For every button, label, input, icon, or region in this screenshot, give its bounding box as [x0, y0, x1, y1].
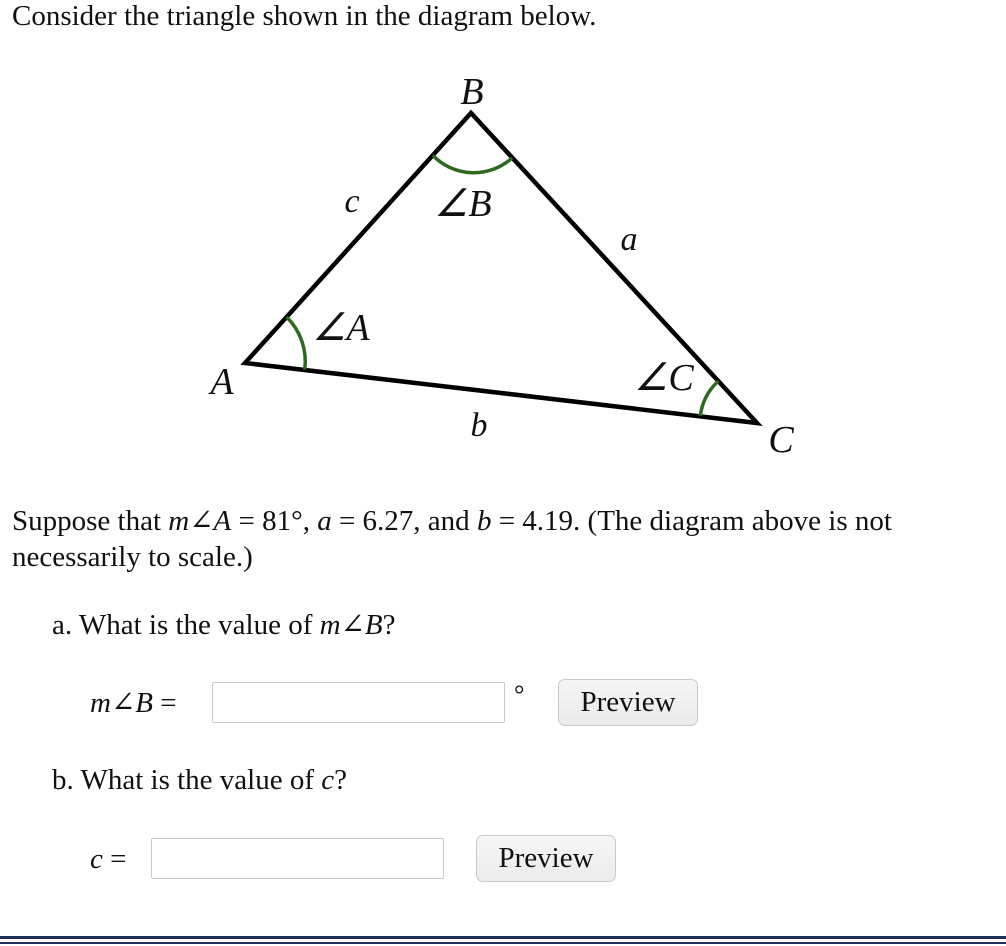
part-a-marker: a.	[52, 609, 73, 641]
answer-b-label	[90, 841, 126, 877]
angle-label-b: ∠B	[434, 183, 492, 225]
problem-side-b: b	[476, 505, 492, 537]
problem-text-3: = 6.27, and	[331, 505, 477, 537]
bottom-divider-secondary	[0, 942, 1006, 944]
problem-text-4: = 4.19. (The diagram above is not necessarily to scale.)	[12, 505, 892, 573]
part-b-question	[52, 762, 347, 798]
preview-button-b[interactable]: Preview	[476, 835, 616, 882]
angle-label-c: ∠C	[634, 357, 694, 399]
bottom-divider	[0, 936, 1006, 939]
degree-unit: °	[514, 680, 525, 709]
vertex-label-b: B	[460, 71, 484, 113]
triangle-diagram	[0, 0, 1006, 470]
part-a-question-math: m∠B	[319, 609, 383, 641]
part-b-question-text: What is the value of	[73, 764, 322, 796]
side-c-answer-input[interactable]	[151, 838, 444, 879]
angle-label-a: ∠A	[312, 307, 370, 349]
angle-arc-b	[433, 155, 512, 172]
answer-a-label-eq: =	[152, 687, 177, 719]
answer-a-label-math: m∠B	[90, 687, 153, 719]
angle-arc-c	[700, 381, 718, 416]
angle-b-answer-input[interactable]	[212, 682, 505, 723]
side-label-b: b	[470, 407, 488, 444]
part-a-question-suffix: ?	[382, 609, 396, 641]
part-a-question-text: What is the value of	[72, 609, 320, 641]
problem-intro: Consider the triangle shown in the diagram below.	[12, 0, 597, 32]
problem-text-2: = 81°,	[231, 505, 318, 537]
answer-b-label-math: c	[90, 843, 103, 875]
problem-text-1: Suppose that	[12, 505, 169, 537]
part-b-marker: b.	[52, 764, 74, 796]
angle-arc-a	[287, 317, 306, 370]
vertex-label-c: C	[768, 419, 794, 461]
part-b-question-suffix: ?	[334, 764, 348, 796]
problem-side-a: a	[317, 505, 332, 537]
vertex-label-a: A	[210, 361, 234, 403]
preview-button-a[interactable]: Preview	[558, 679, 698, 726]
problem-statement	[12, 503, 987, 575]
answer-b-label-eq: =	[102, 843, 127, 875]
side-label-c: c	[344, 183, 360, 220]
side-label-a: a	[620, 221, 638, 258]
problem-angle-a: m∠A	[168, 505, 232, 537]
part-b-question-math: c	[321, 764, 335, 796]
part-a-question	[52, 607, 395, 643]
answer-a-label	[90, 685, 177, 721]
